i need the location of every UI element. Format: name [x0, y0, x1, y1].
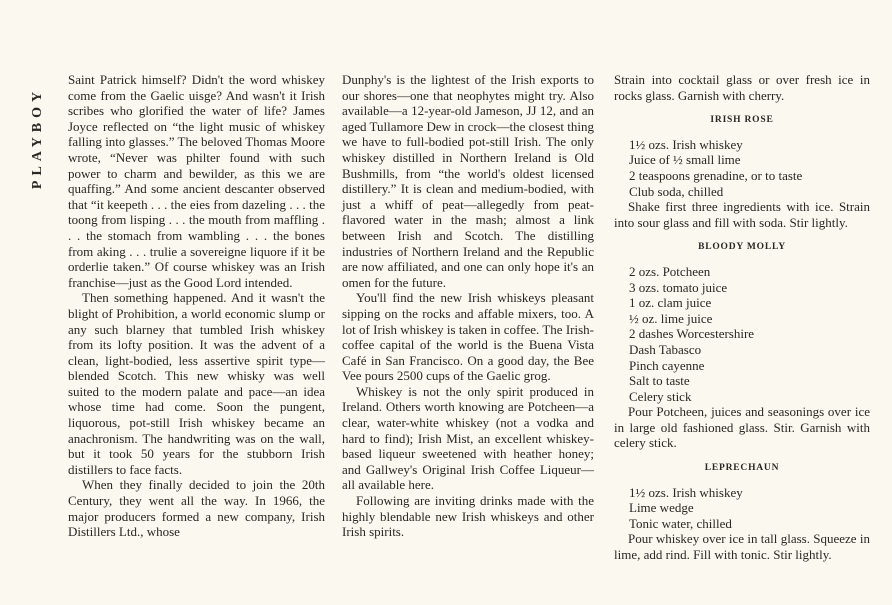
ingredient: Juice of ½ small lime: [629, 152, 741, 168]
recipe-title: BLOODY MOLLY: [698, 242, 786, 253]
ingredient-list: [614, 264, 870, 404]
recipe-leprechaun: [614, 461, 870, 563]
paragraph: When they finally decided to join the 20th Century, they went all the way. In 1966, the major producers formed a new company, Irish Distillers Ltd., whose: [68, 477, 325, 540]
ingredient: Tonic water, chilled: [629, 515, 732, 531]
ingredient: 3 ozs. tomato juice: [629, 279, 728, 295]
recipe-intro: Strain into cocktail glass or over fresh ice in rocks glass. Garnish with cherry.: [614, 72, 870, 103]
recipe-bloody-molly: [614, 240, 870, 451]
recipe-title: IRISH ROSE: [710, 115, 774, 126]
ingredient: 2 ozs. Potcheen: [629, 263, 711, 279]
recipe-column: [614, 72, 870, 563]
recipe-irish-rose: [614, 113, 870, 230]
ingredient: 2 dashes Worcestershire: [629, 326, 755, 342]
ingredient: Club soda, chilled: [629, 183, 724, 199]
ingredient: Dash Tabasco: [629, 341, 702, 357]
ingredient-list: [614, 485, 870, 532]
ingredient: Lime wedge: [629, 500, 694, 516]
paragraph: Then something happened. And it wasn't the blight of Prohibition, a world economic slump or any such blarney that tumbled Irish whiskey from its lofty position. It was the advent of a clean, light-bodied, less assertive spirit type—blended Scotch. This new whisky was well suited to the modern palate and pace—an idea whose time had come. Soon the pungent, liquorous, pot-still Irish whiskey became an anachronism. The handwriting was on the wall, but it took 50 years for the stubborn Irish distillers to face facts.: [68, 290, 325, 477]
recipe-method: Pour Potcheen, juices and seasonings over ice in large old fashioned glass. Stir. Garnish with celery stick.: [614, 404, 870, 451]
ingredient: 2 teaspoons grenadine, or to taste: [629, 167, 803, 183]
article-column-1: [68, 72, 325, 540]
masthead: [26, 70, 50, 220]
masthead-label: PLAYBOY: [30, 86, 45, 190]
paragraph: Dunphy's is the lightest of the Irish exports to our shores—one that neophytes might try. Also available—a 12-year-old Jameson, JJ 12, and an aged Tullamore Dew in crock—the closest thing we have to full-bodied pot-still Irish. The only whiskey distilled in Northern Ireland is Old Bushmills, from “the world's oldest licensed distillery.” It is clean and medium-bodied, with just a whiff of peat—allegedly from peat-flavored water in the mash; almost a link between Irish and Scotch. The distilling industries of Northern Ireland and the Republic are now affiliated, and one can only hope it's an omen for the future.: [342, 72, 595, 290]
ingredient: Pinch cayenne: [629, 357, 705, 373]
ingredient: 1½ ozs. Irish whiskey: [629, 484, 743, 500]
ingredient: 1 oz. clam juice: [629, 295, 712, 311]
article-column-2: [342, 72, 594, 540]
recipe-title: LEPRECHAUN: [704, 463, 780, 474]
ingredient: 1½ ozs. Irish whiskey: [629, 136, 743, 152]
ingredient-list: [614, 137, 870, 199]
ingredient: ½ oz. lime juice: [629, 310, 713, 326]
paragraph: You'll find the new Irish whiskeys pleasant sipping on the rocks and affable mixers, too. A lot of Irish whiskey is taken in coffee. The Irish-coffee capital of the world is the Buena Vista Café in San Francisco. On a good day, the Bee Vee pours 2500 cups of the Gaelic grog.: [342, 290, 594, 384]
recipe-method: Shake first three ingredients with ice. Strain into sour glass and fill with soda. Stir lightly.: [614, 199, 870, 230]
paragraph: Following are inviting drinks made with the highly blendable new Irish whiskeys and other Irish spirits.: [342, 493, 594, 540]
paragraph: Saint Patrick himself? Didn't the word whiskey come from the Gaelic uisge? And wasn't it Irish scribes who glorified the water of life? James Joyce reflected on “the light music of whiskey falling into glasses.” The beloved Thomas Moore wrote, “Never was philter found with such power to charm and bewilder, as this we are quaffing.” And some ancient descanter observed that “it keepeth . . . the eies from dazeling . . . the toong from lisping . . . the mouth from maffling . . . the stomach from wambling . . . the bones from aking . . . trulie a sovereigne liquore if it be orderlie taken.” Of course whiskey was an Irish franchise—just as the Good Lord intended.: [68, 72, 325, 290]
recipe-method: Pour whiskey over ice in tall glass. Squeeze in lime, add rind. Fill with tonic. Stir lightly.: [614, 531, 870, 563]
paragraph: Whiskey is not the only spirit produced in Ireland. Others worth knowing are Potcheen—a clear, water-white whiskey (not a vodka and hard to find); Irish Mist, an excellent whiskey-based liqueur sweetened with heather honey; and Gallwey's Original Irish Coffee Liqueur—all available here.: [342, 383, 594, 493]
ingredient: Celery stick: [629, 388, 692, 404]
ingredient: Salt to taste: [629, 373, 690, 389]
